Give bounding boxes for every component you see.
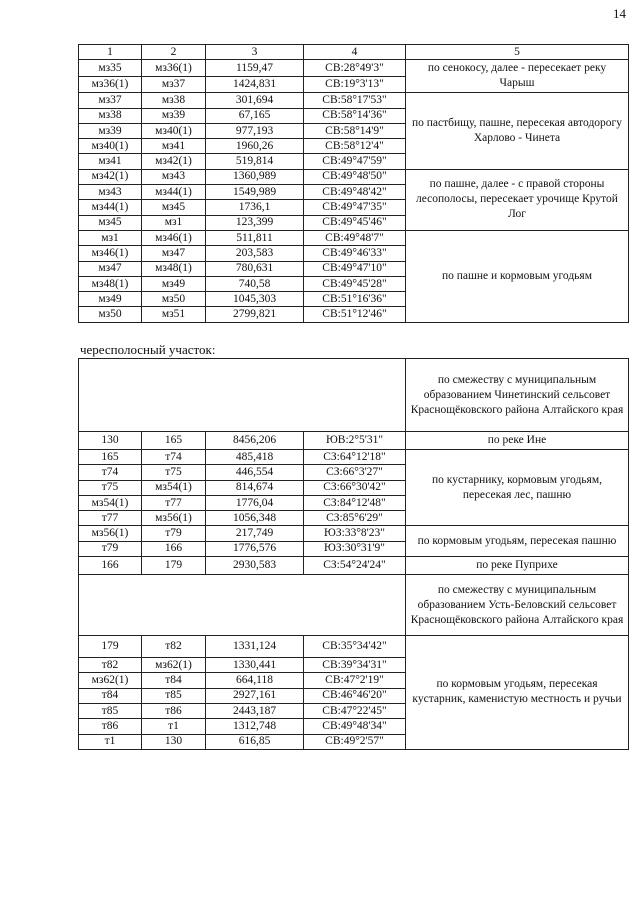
- column-header: 3: [206, 45, 304, 60]
- from-point-cell: мз37: [79, 93, 142, 108]
- from-point-cell: т79: [79, 541, 142, 556]
- to-point-cell: 179: [142, 557, 206, 575]
- length-cell: 1549,989: [206, 185, 304, 200]
- from-point-cell: мз49: [79, 292, 142, 307]
- bearing-cell: СВ:49°48'50": [304, 169, 406, 184]
- table-row: [79, 432, 629, 450]
- bearing-cell: ЮЗ:30°31'9": [304, 541, 406, 556]
- bearing-cell: СЗ:85°6'29": [304, 511, 406, 526]
- length-cell: 740,58: [206, 276, 304, 291]
- bearing-cell: СЗ:66°30'42": [304, 480, 406, 495]
- to-point-cell: мз50: [142, 292, 206, 307]
- to-point-cell: т84: [142, 673, 206, 688]
- bearing-cell: СВ:19°3'13": [304, 76, 406, 93]
- bearing-cell: СЗ:84°12'48": [304, 495, 406, 510]
- length-cell: 814,674: [206, 480, 304, 495]
- to-point-cell: 166: [142, 541, 206, 556]
- to-point-cell: мз56(1): [142, 511, 206, 526]
- bearing-cell: СВ:39°34'31": [304, 658, 406, 673]
- to-point-cell: мз40(1): [142, 123, 206, 138]
- column-header: 1: [79, 45, 142, 60]
- length-cell: 1056,348: [206, 511, 304, 526]
- to-point-cell: мз51: [142, 307, 206, 322]
- from-point-cell: мз41: [79, 154, 142, 169]
- length-cell: 1776,576: [206, 541, 304, 556]
- from-point-cell: мз35: [79, 60, 142, 77]
- to-point-cell: т77: [142, 495, 206, 510]
- route-description: по реке Пуприхе: [406, 557, 629, 575]
- table-row: [79, 230, 629, 245]
- from-point-cell: мз44(1): [79, 200, 142, 215]
- bearing-cell: СВ:47°2'19": [304, 673, 406, 688]
- from-point-cell: 165: [79, 450, 142, 465]
- adjacency-row: [79, 575, 629, 636]
- route-description: по реке Ине: [406, 432, 629, 450]
- length-cell: 1312,748: [206, 719, 304, 734]
- from-point-cell: мз46(1): [79, 246, 142, 261]
- from-point-cell: мз47: [79, 261, 142, 276]
- from-point-cell: мз48(1): [79, 276, 142, 291]
- bearing-cell: СВ:51°16'36": [304, 292, 406, 307]
- table-row: [79, 60, 629, 77]
- length-cell: 1776,04: [206, 495, 304, 510]
- from-point-cell: т84: [79, 688, 142, 703]
- to-point-cell: 130: [142, 734, 206, 749]
- from-point-cell: мз39: [79, 123, 142, 138]
- length-cell: 511,811: [206, 230, 304, 245]
- to-point-cell: т86: [142, 703, 206, 718]
- empty-cell: [79, 359, 406, 432]
- length-cell: 519,814: [206, 154, 304, 169]
- length-cell: 2799,821: [206, 307, 304, 322]
- to-point-cell: мз41: [142, 139, 206, 154]
- page-number: 14: [613, 6, 626, 21]
- route-description: по кормовым угодьям, пересекая пашню: [406, 526, 629, 557]
- from-point-cell: т1: [79, 734, 142, 749]
- length-cell: 1330,441: [206, 658, 304, 673]
- route-description: по пашне, далее - с правой стороны лесополосы, пересекает урочище Крутой Лог: [406, 169, 629, 230]
- bearing-cell: СВ:49°45'28": [304, 276, 406, 291]
- table-row: [79, 526, 629, 541]
- to-point-cell: мз62(1): [142, 658, 206, 673]
- route-description: по кустарнику, кормовым угодьям, пересекая лес, пашню: [406, 450, 629, 526]
- to-point-cell: мз36(1): [142, 60, 206, 77]
- from-point-cell: 179: [79, 636, 142, 658]
- column-header: 4: [304, 45, 406, 60]
- bearing-cell: СВ:49°47'35": [304, 200, 406, 215]
- to-point-cell: мз43: [142, 169, 206, 184]
- bearing-cell: СВ:49°48'42": [304, 185, 406, 200]
- route-description: по сенокосу, далее - пересекает реку Чарыш: [406, 60, 629, 93]
- bearing-cell: СВ:49°2'57": [304, 734, 406, 749]
- length-cell: 1159,47: [206, 60, 304, 77]
- length-cell: 2443,187: [206, 703, 304, 718]
- from-point-cell: мз54(1): [79, 495, 142, 510]
- length-cell: 203,583: [206, 246, 304, 261]
- section-subtitle: чересполосный участок:: [80, 342, 216, 357]
- boundary-table-enclave: [78, 358, 629, 750]
- bearing-cell: СВ:47°22'45": [304, 703, 406, 718]
- from-point-cell: т74: [79, 465, 142, 480]
- length-cell: 2930,583: [206, 557, 304, 575]
- length-cell: 301,694: [206, 93, 304, 108]
- bearing-cell: СВ:49°45'46": [304, 215, 406, 230]
- to-point-cell: мз39: [142, 108, 206, 123]
- bearing-cell: СЗ:64°12'18": [304, 450, 406, 465]
- to-point-cell: т74: [142, 450, 206, 465]
- from-point-cell: мз40(1): [79, 139, 142, 154]
- length-cell: 780,631: [206, 261, 304, 276]
- from-point-cell: т75: [79, 480, 142, 495]
- bearing-cell: СВ:58°14'36": [304, 108, 406, 123]
- route-description: по пастбищу, пашне, пересекая автодорогу Харлово - Чинета: [406, 93, 629, 169]
- bearing-cell: СВ:35°34'42": [304, 636, 406, 658]
- bearing-cell: СВ:49°47'10": [304, 261, 406, 276]
- from-point-cell: т86: [79, 719, 142, 734]
- from-point-cell: мз36(1): [79, 76, 142, 93]
- adjacency-description: по смежеству с муниципальным образованием Чинетинский сельсовет Краснощёковского района Алтайского края: [406, 359, 629, 432]
- to-point-cell: т85: [142, 688, 206, 703]
- to-point-cell: мз47: [142, 246, 206, 261]
- table-row: [79, 169, 629, 184]
- to-point-cell: мз54(1): [142, 480, 206, 495]
- to-point-cell: 165: [142, 432, 206, 450]
- bearing-cell: СВ:58°17'53": [304, 93, 406, 108]
- adjacency-row: [79, 359, 629, 432]
- from-point-cell: мз1: [79, 230, 142, 245]
- from-point-cell: мз42(1): [79, 169, 142, 184]
- bearing-cell: СЗ:66°3'27": [304, 465, 406, 480]
- table-row: [79, 450, 629, 465]
- length-cell: 1424,831: [206, 76, 304, 93]
- bearing-cell: СВ:58°12'4": [304, 139, 406, 154]
- from-point-cell: 166: [79, 557, 142, 575]
- from-point-cell: т85: [79, 703, 142, 718]
- length-cell: 977,193: [206, 123, 304, 138]
- to-point-cell: мз49: [142, 276, 206, 291]
- length-cell: 1960,26: [206, 139, 304, 154]
- length-cell: 123,399: [206, 215, 304, 230]
- length-cell: 8456,206: [206, 432, 304, 450]
- length-cell: 1331,124: [206, 636, 304, 658]
- to-point-cell: мз48(1): [142, 261, 206, 276]
- length-cell: 485,418: [206, 450, 304, 465]
- to-point-cell: т82: [142, 636, 206, 658]
- to-point-cell: мз46(1): [142, 230, 206, 245]
- column-header: 2: [142, 45, 206, 60]
- length-cell: 217,749: [206, 526, 304, 541]
- bearing-cell: СВ:49°48'7": [304, 230, 406, 245]
- boundary-table-main: [78, 44, 629, 323]
- bearing-cell: СВ:46°46'20": [304, 688, 406, 703]
- to-point-cell: мз44(1): [142, 185, 206, 200]
- bearing-cell: СВ:49°46'33": [304, 246, 406, 261]
- bearing-cell: СВ:49°47'59": [304, 154, 406, 169]
- to-point-cell: мз37: [142, 76, 206, 93]
- from-point-cell: мз45: [79, 215, 142, 230]
- table-row: [79, 557, 629, 575]
- empty-cell: [79, 575, 406, 636]
- to-point-cell: мз42(1): [142, 154, 206, 169]
- length-cell: 616,85: [206, 734, 304, 749]
- from-point-cell: т77: [79, 511, 142, 526]
- bearing-cell: СВ:51°12'46": [304, 307, 406, 322]
- adjacency-description: по смежеству с муниципальным образованием Усть-Беловский сельсовет Краснощёковского района Алтайского края: [406, 575, 629, 636]
- to-point-cell: т79: [142, 526, 206, 541]
- route-description: по кормовым угодьям, пересекая кустарник, каменистую местность и ручьи: [406, 636, 629, 750]
- bearing-cell: ЮЗ:33°8'23": [304, 526, 406, 541]
- from-point-cell: т82: [79, 658, 142, 673]
- to-point-cell: т1: [142, 719, 206, 734]
- bearing-cell: СВ:58°14'9": [304, 123, 406, 138]
- to-point-cell: т75: [142, 465, 206, 480]
- to-point-cell: мз45: [142, 200, 206, 215]
- table-row: [79, 636, 629, 658]
- length-cell: 446,554: [206, 465, 304, 480]
- length-cell: 1360,989: [206, 169, 304, 184]
- column-header: 5: [406, 45, 629, 60]
- bearing-cell: СВ:28°49'3": [304, 60, 406, 77]
- header-row: [79, 45, 629, 60]
- to-point-cell: мз38: [142, 93, 206, 108]
- length-cell: 1736,1: [206, 200, 304, 215]
- from-point-cell: мз50: [79, 307, 142, 322]
- table-row: [79, 93, 629, 108]
- from-point-cell: мз56(1): [79, 526, 142, 541]
- from-point-cell: мз62(1): [79, 673, 142, 688]
- from-point-cell: мз38: [79, 108, 142, 123]
- bearing-cell: СВ:49°48'34": [304, 719, 406, 734]
- length-cell: 664,118: [206, 673, 304, 688]
- length-cell: 67,165: [206, 108, 304, 123]
- length-cell: 1045,303: [206, 292, 304, 307]
- to-point-cell: мз1: [142, 215, 206, 230]
- bearing-cell: СЗ:54°24'24": [304, 557, 406, 575]
- from-point-cell: мз43: [79, 185, 142, 200]
- route-description: по пашне и кормовым угодьям: [406, 230, 629, 322]
- bearing-cell: ЮВ:2°5'31": [304, 432, 406, 450]
- length-cell: 2927,161: [206, 688, 304, 703]
- from-point-cell: 130: [79, 432, 142, 450]
